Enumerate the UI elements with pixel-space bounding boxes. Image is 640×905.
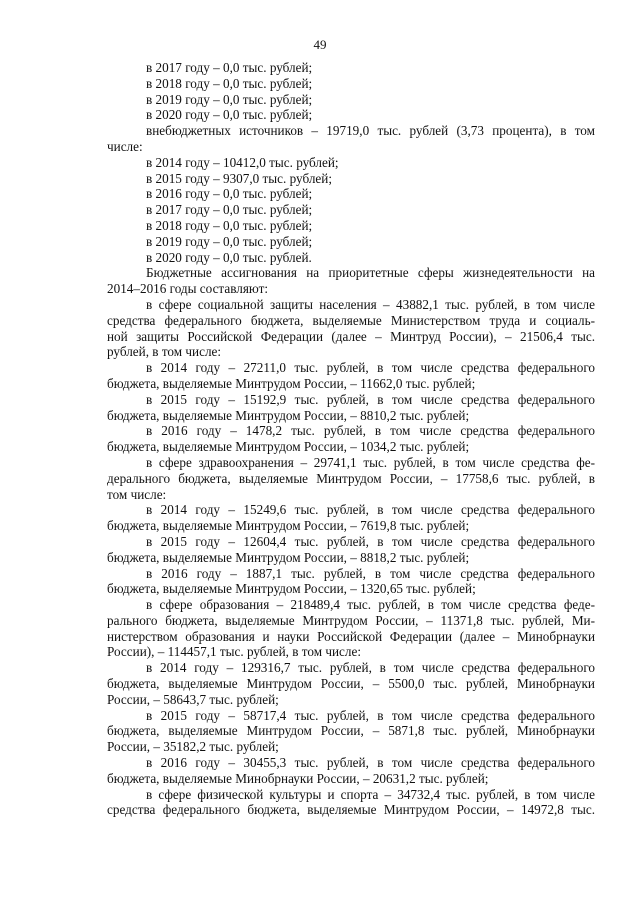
text-line: бюджета, выделяемые Минтрудом России, – 11662,0 тыс. рублей; bbox=[107, 375, 476, 391]
text-line: рального бюджета, выделяемые Минтрудом России, – 11371,8 тыс. рублей, Ми- bbox=[107, 612, 595, 628]
text-line: в 2014 году – 15249,6 тыс. рублей, в том числе средства федерального bbox=[146, 502, 595, 518]
text-line: рублей, в том числе: bbox=[107, 344, 222, 360]
text-line: в 2016 году – 1887,1 тыс. рублей, в том числе средства федерального bbox=[146, 565, 595, 581]
text-line: России, – 35182,2 тыс. рублей; bbox=[107, 739, 279, 755]
text-line: в 2019 году – 0,0 тыс. рублей; bbox=[146, 233, 313, 249]
text-line: бюджета, выделяемые Минтрудом России, – 8810,2 тыс. рублей; bbox=[107, 407, 470, 423]
text-line: ной защиты Российской Федерации (далее – Минтруд России), – 21506,4 тыс. bbox=[107, 328, 595, 344]
text-line: в 2015 году – 15192,9 тыс. рублей, в том числе средства федерального bbox=[146, 391, 595, 407]
text-line: числе: bbox=[107, 138, 143, 154]
text-line: в 2017 году – 0,0 тыс. рублей; bbox=[146, 202, 313, 218]
text-line: бюджета, выделяемые Минтрудом России, – 5500,0 тыс. рублей, Минобрнауки bbox=[107, 676, 595, 692]
text-line: средства федерального бюджета, выделяемые Министерством труда и социаль- bbox=[107, 312, 595, 328]
text-line: бюджета, выделяемые Минтрудом России, – 1320,65 тыс. рублей; bbox=[107, 581, 476, 597]
text-line: внебюджетных источников – 19719,0 тыс. рублей (3,73 процента), в том bbox=[146, 123, 595, 139]
text-line: в 2020 году – 0,0 тыс. рублей. bbox=[146, 249, 312, 265]
text-line: в 2015 году – 12604,4 тыс. рублей, в том числе средства федерального bbox=[146, 533, 595, 549]
document-body bbox=[107, 60, 595, 818]
text-line: в сфере образования – 218489,4 тыс. рублей, в том числе средства феде- bbox=[146, 597, 595, 613]
text-line: в 2014 году – 10412,0 тыс. рублей; bbox=[146, 154, 339, 170]
text-line: том числе: bbox=[107, 486, 167, 502]
text-line: в 2019 году – 0,0 тыс. рублей; bbox=[146, 91, 313, 107]
text-line: в 2016 году – 0,0 тыс. рублей; bbox=[146, 186, 313, 202]
text-line: 2014–2016 годы составляют: bbox=[107, 281, 269, 297]
text-line: в 2014 году – 129316,7 тыс. рублей, в том числе средства федерального bbox=[146, 660, 595, 676]
text-line: средства федерального бюджета, выделяемые Минтрудом России, – 14972,8 тыс. bbox=[107, 802, 595, 818]
page-number: 49 bbox=[313, 37, 327, 52]
text-line: в 2016 году – 30455,3 тыс. рублей, в том числе средства федерального bbox=[146, 755, 595, 771]
text-line: России), – 114457,1 тыс. рублей, в том числе: bbox=[107, 644, 361, 660]
text-line: в 2016 году – 1478,2 тыс. рублей, в том числе средства федерального bbox=[146, 423, 595, 439]
text-line: в 2018 году – 0,0 тыс. рублей; bbox=[146, 75, 313, 91]
text-line: в 2015 году – 9307,0 тыс. рублей; bbox=[146, 170, 332, 186]
text-line: в сфере здравоохранения – 29741,1 тыс. рублей, в том числе средства фе- bbox=[146, 454, 595, 470]
text-line: нистерством образования и науки Российской Федерации (далее – Минобрнауки bbox=[107, 628, 595, 644]
text-line: в 2015 году – 58717,4 тыс. рублей, в том числе средства федерального bbox=[146, 707, 595, 723]
text-line: бюджета, выделяемые Минтрудом России, – 8818,2 тыс. рублей; bbox=[107, 549, 470, 565]
text-line: бюджета, выделяемые Минтрудом России, – 7619,8 тыс. рублей; bbox=[107, 518, 470, 534]
text-line: бюджета, выделяемые Минтрудом России, – 5871,8 тыс. рублей, Минобрнауки bbox=[107, 723, 595, 739]
text-line: в 2018 году – 0,0 тыс. рублей; bbox=[146, 217, 313, 233]
text-line: в 2017 году – 0,0 тыс. рублей; bbox=[146, 60, 313, 75]
text-line: бюджета, выделяемые Минтрудом России, – 1034,2 тыс. рублей; bbox=[107, 439, 470, 455]
text-line: в сфере социальной защиты населения – 43882,1 тыс. рублей, в том числе bbox=[146, 296, 595, 312]
text-line: России, – 58643,7 тыс. рублей; bbox=[107, 691, 279, 707]
text-line: в сфере физической культуры и спорта – 34732,4 тыс. рублей, в том числе bbox=[146, 786, 595, 802]
text-line: Бюджетные ассигнования на приоритетные сферы жизнедеятельности на bbox=[146, 265, 595, 281]
text-line: в 2014 году – 27211,0 тыс. рублей, в том числе средства федерального bbox=[146, 360, 595, 376]
text-line: в 2020 году – 0,0 тыс. рублей; bbox=[146, 107, 313, 123]
text-line: бюджета, выделяемые Минобрнауки России, – 20631,2 тыс. рублей; bbox=[107, 770, 489, 786]
text-line: дерального бюджета, выделяемые Минтрудом России, – 17758,6 тыс. рублей, в bbox=[107, 470, 595, 486]
